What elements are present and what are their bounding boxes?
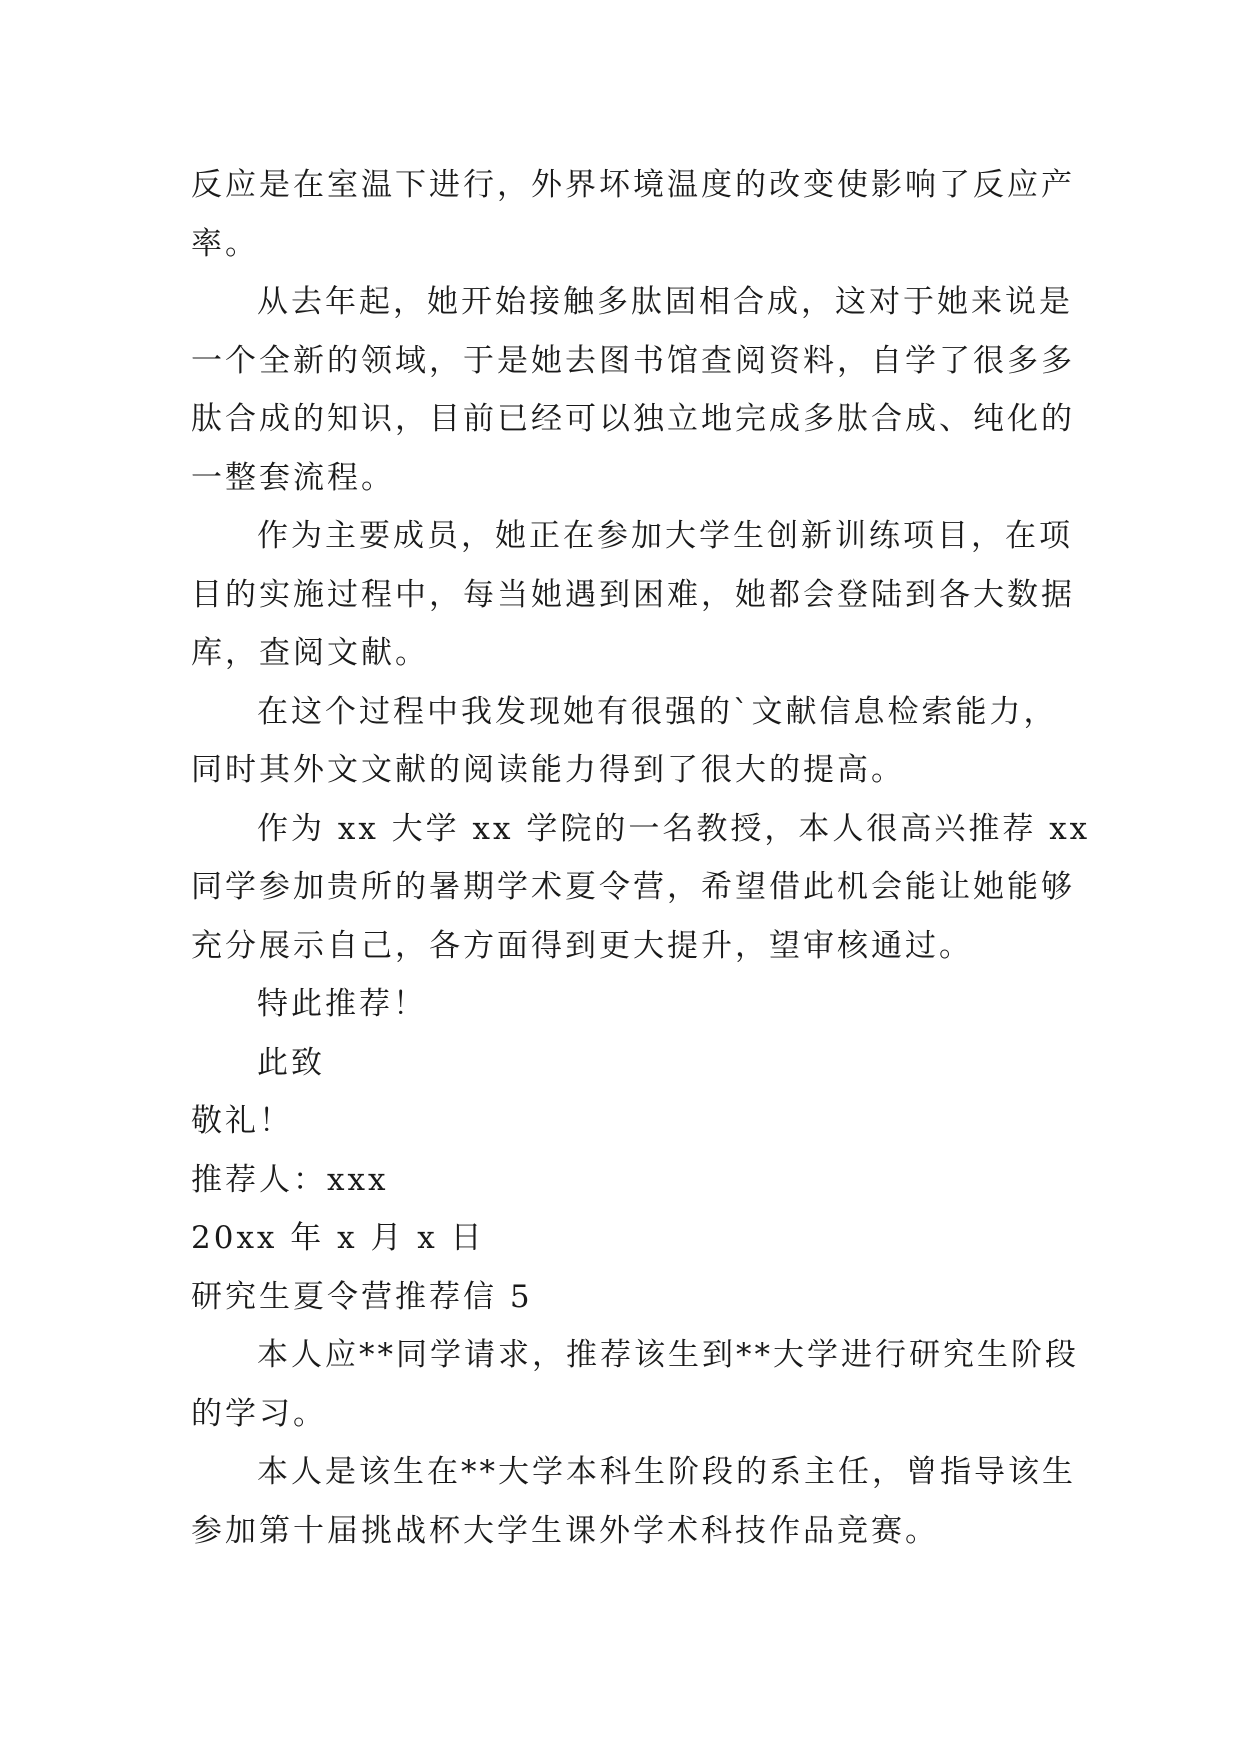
text-line: 充分展示自己，各方面得到更大提升，望审核通过。 xyxy=(191,927,973,964)
section-title: 研究生夏令营推荐信 5 xyxy=(191,1278,533,1315)
text-line: 库，查阅文献。 xyxy=(191,635,429,671)
text-line: 率。 xyxy=(191,225,259,262)
text-line: 肽合成的知识，目前已经可以独立地完成多肽合成、纯化的 xyxy=(191,401,1075,437)
letter-date: 20xx 年 x 月 x 日 xyxy=(191,1220,485,1256)
closing-regards: 敬礼！ xyxy=(191,1103,293,1139)
text-line: 一个全新的领域，于是她去图书馆查阅资料，自学了很多多 xyxy=(191,342,1075,379)
text-line: 同时其外文文献的阅读能力得到了很大的提高。 xyxy=(191,752,905,788)
text-line: 目的实施过程中，每当她遇到困难，她都会登陆到各大数据 xyxy=(191,576,1075,613)
paragraph-start-line: 作为主要成员，她正在参加大学生创新训练项目，在项 xyxy=(257,518,1073,554)
text-line: 一整套流程。 xyxy=(191,459,395,496)
recommender-signature: 推荐人：xxx xyxy=(191,1161,389,1198)
paragraph-start-line: 从去年起，她开始接触多肽固相合成，这对于她来说是 xyxy=(257,284,1073,320)
text-line: 参加第十届挑战杯大学生课外学术科技作品竞赛。 xyxy=(191,1512,939,1549)
text-line: 同学参加贵所的暑期学术夏令营，希望借此机会能让她能够 xyxy=(191,869,1075,905)
text-line: 反应是在室温下进行，外界坏境温度的改变使影响了反应产 xyxy=(191,167,1075,203)
document-body xyxy=(191,156,1091,1560)
paragraph-start-line: 本人是该生在**大学本科生阶段的系主任，曾指导该生 xyxy=(257,1454,1076,1490)
paragraph-start-line: 在这个过程中我发现她有很强的`文献信息检索能力， xyxy=(257,693,1058,730)
text-line: 的学习。 xyxy=(191,1395,327,1432)
closing-salutation: 此致 xyxy=(257,1044,325,1081)
closing-recommend: 特此推荐！ xyxy=(257,986,427,1022)
paragraph-start-line: 作为 xx 大学 xx 学院的一名教授，本人很高兴推荐 xx xyxy=(257,810,1091,847)
paragraph-start-line: 本人应**同学请求，推荐该生到**大学进行研究生阶段 xyxy=(257,1337,1079,1373)
